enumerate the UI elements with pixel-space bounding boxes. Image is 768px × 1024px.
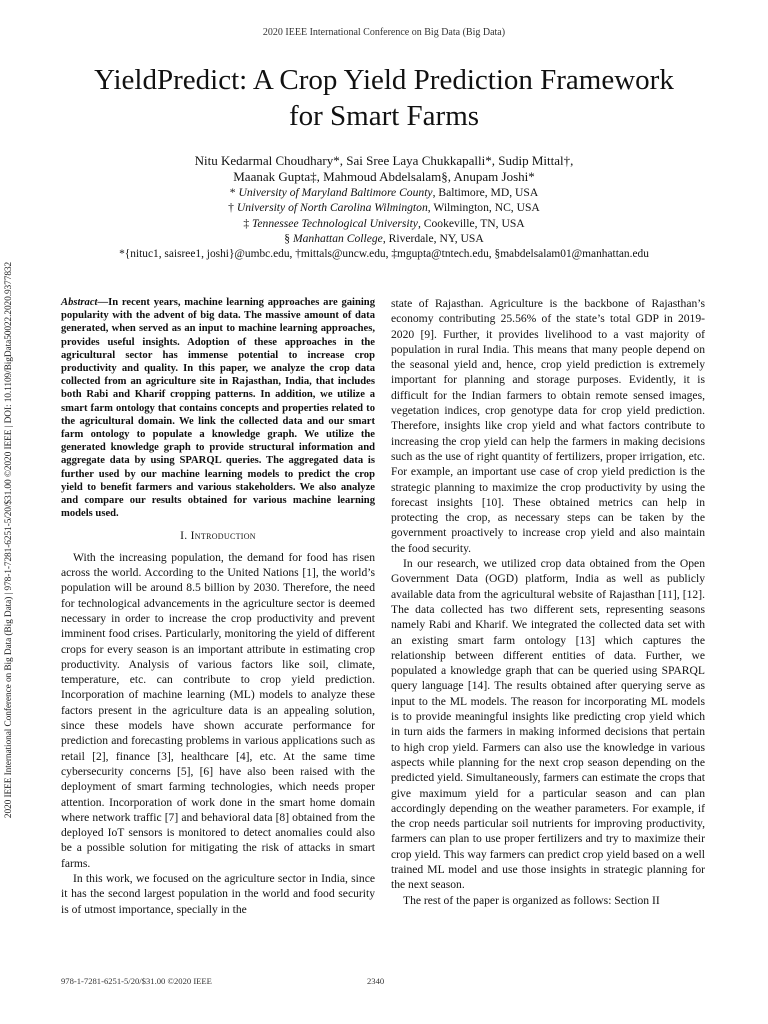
- affiliation-institution: Tennessee Technological University: [252, 216, 418, 230]
- affiliation-mark: ‡: [243, 216, 250, 230]
- doi-side-stamp: 2020 IEEE International Conference on Big Data (Big Data) | 978-1-7281-6251-5/20/$31.00 ©2020 IEEE | DOI: 10.1109/BigData50022.2020.9377832: [4, 261, 14, 819]
- author-emails: *{nituc1, saisree1, joshi}@umbc.edu, †mittals@uncw.edu, ‡mgupta@tntech.edu, §mabdelsalam01@manhattan.edu: [119, 247, 649, 260]
- title-line-1: YieldPredict: A Crop Yield Prediction Framework: [94, 64, 674, 96]
- affiliation-2: [60, 200, 708, 215]
- paragraph: In our research, we utilized crop data obtained from the Open Government Data (OGD) platform, India as well as publicly available data from the agricultural website of Rajasthan [11], [12]. The data collected has two different sets, representing seasons namely Rabi and Kharif. We integrated the collected data set with an existing smart farm ontology [13] which captures the relationship between different entities of data. Further, we populated a knowledge graph that can be queried using SPARQL query language [14]. The results obtained after querying serve as input to the ML models. The reason for incorporating ML models is to provide meaningful insights like predicting crop yield which in turn aids the farmers in making informed decisions that pertain to high crop yield. Farmers can also use the knowledge in various aspects while planning for the next crop season depending on the predicted yield. Simultaneously, farmers can estimate the crops that give maximum yield for a particular season and can plan accordingly depending on the weather parameters. For example, if the crop needs particular soil nutrients for improving productivity, farmers can plan to use proper fertilizers and try to maximize their crop yield. This way farmers can predict crop yield based on a well trained ML model and use those insights in strategic planning for the next season.: [391, 557, 705, 892]
- affiliation-institution: University of Maryland Baltimore County: [238, 186, 433, 199]
- authors-block: [60, 153, 708, 262]
- affiliation-4: [60, 231, 708, 246]
- abstract: [61, 296, 375, 520]
- affiliation-institution: University of North Carolina Wilmington: [236, 201, 428, 215]
- title-line-2: for Smart Farms: [288, 100, 480, 132]
- affiliation-mark: †: [228, 201, 234, 215]
- affiliation-institution: Manhattan College: [292, 232, 383, 246]
- conference-header: 2020 IEEE International Conference on Big Data (Big Data): [262, 27, 506, 38]
- paragraph: state of Rajasthan. Agriculture is the backbone of Rajasthan’s economy contributing 25.56% of the state’s total GDP in 2019-2020 [9]. Further, it provides livelihood to a vast majority of population in rural India. This means that many people depend on the seasonal yield and, hence, crop yield prediction is extremely important for planning and storage purposes. Evidently, it is difficult for the Indian farmers to obtain remote sensed images, vegetation indices, crop genotype data for crop yield prediction. Therefore, insights like crop yield and what factors contribute to increasing the crop yield can help the farmers in making decisions such as the use of right quantity of fertilizers, proper irrigation, etc. For example, an important use case of crop yield prediction is the strategic planning to maximize the crop productivity by using the forecast insights [10]. These obtained metrics can help in protecting the crop, as necessary steps can be taken by the government proactively to increase crop yield and also maintain the food security.: [391, 297, 705, 555]
- affiliation-location: , Riverdale, NY, USA: [382, 232, 484, 246]
- author-line-2: Maanak Gupta‡, Mahmoud Abdelsalam§, Anupam Joshi*: [233, 169, 535, 184]
- page-number: 2340: [367, 976, 385, 986]
- left-column: [61, 296, 375, 917]
- affiliation-location: , Cookeville, TN, USA: [417, 216, 525, 230]
- affiliation-location: , Baltimore, MD, USA: [432, 186, 539, 199]
- affiliation-1: [60, 185, 708, 200]
- paragraph: The rest of the paper is organized as follows: Section II: [403, 893, 660, 907]
- author-line-1: Nitu Kedarmal Choudhary*, Sai Sree Laya Chukkapalli*, Sudip Mittal†,: [194, 153, 574, 168]
- paragraph: In this work, we focused on the agriculture sector in India, since it has the second largest population in the world and food security is of utmost importance, specially in the: [61, 871, 375, 916]
- abstract-text: —In recent years, machine learning approaches are gaining popularity with the advent of big data. The massive amount of data generated, when served as an input to machine learning approaches, provides useful insights. Adoption of these approaches in the agricultural sector has immense potential to increase crop productivity and quality. In this paper, we analyze the crop data collected from an agriculture site in Rajasthan, India, that includes both Rabi and Kharif cropping patterns. In addition, we utilize a smart farm ontology that contains concepts and properties related to the agricultural domain. We link the collected data and our smart farm ontology to populate a knowledge graph. We utilize the generated knowledge graph to provide structural information and aggregate data by using SPARQL queries. The aggregated data is further used by our machine learning models to predict the crop yield to benefit farmers and various stakeholders. We also analyze and compare our results obtained for various machine learning models used.: [61, 297, 375, 520]
- right-column: [391, 296, 705, 908]
- section-heading-introduction: I. Introduction: [180, 529, 256, 543]
- affiliation-location: , Wilmington, NC, USA: [427, 201, 540, 215]
- affiliation-mark: §: [284, 232, 291, 246]
- paper-title: [40, 62, 728, 134]
- paragraph: With the increasing population, the demand for food has risen across the world. According to the United Nations [1], the world’s population will be around 8.5 billion by 2030. Therefore, the need for technological advancements in the agriculture sector is deemed necessary in order to increase the crop productivity and prevent imminent food crises. Particularly, monitoring the yield of different crops for every season is an important attribute in estimating crop productivity. Analysis of various factors like soil, climate, temperature, etc. can contribute to crop yield prediction. Incorporation of machine learning (ML) models to analyze these factors present in the agriculture data is an appealing solution, since these models have shown accurate performance for prediction and forecasting problems in various applications such as retail [2], finance [3], healthcare [4], etc. At the same time cybersecurity concerns [5], [6] have also been raised with the deployment of smart farming technologies, which needs proper attention. Incorporation of work done in the smart home domain where network traffic [7] and behavioral data [8] obtained from the deployed IoT sensors is monitored to detect anomalies could also be a possible solution for mitigating the risk of attacks in smart farms.: [61, 550, 375, 870]
- abstract-label: Abstract: [61, 297, 98, 308]
- affiliation-mark: *: [229, 186, 236, 199]
- footer-copyright: 978-1-7281-6251-5/20/$31.00 ©2020 IEEE: [61, 976, 212, 986]
- affiliation-3: [60, 216, 708, 231]
